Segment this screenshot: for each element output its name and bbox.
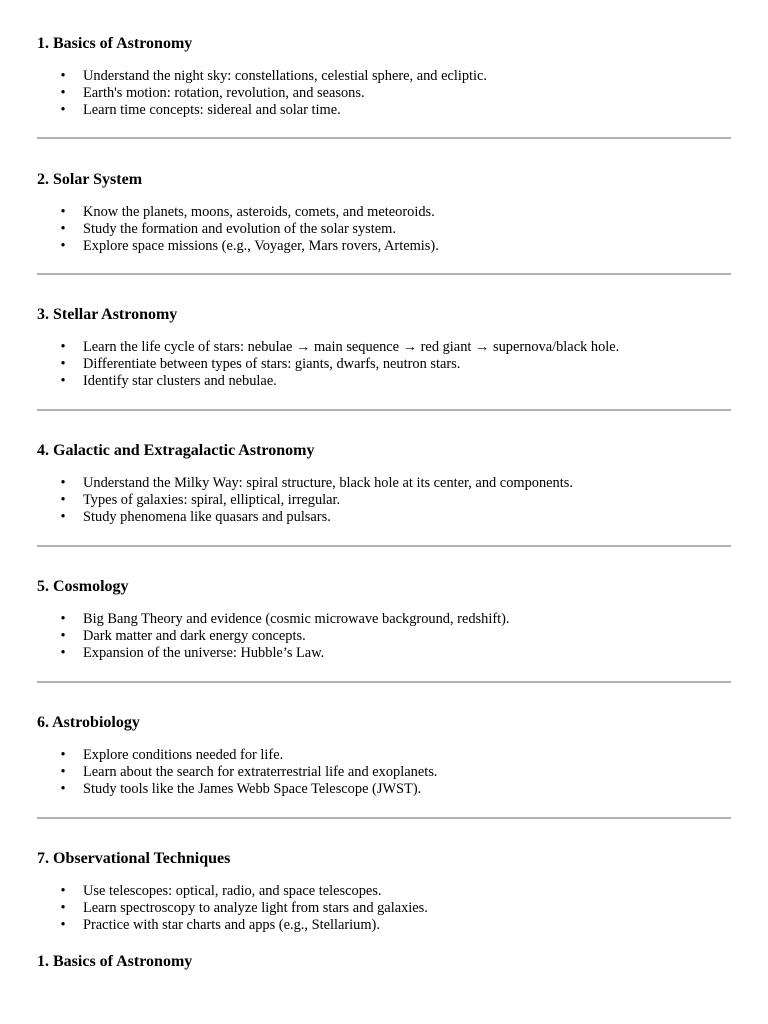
list-item [37, 509, 731, 526]
bullet-list [37, 68, 731, 119]
bullet-icon: • [60, 883, 66, 899]
section-astrobiology [37, 713, 731, 798]
section-heading: 1. Basics of Astronomy [37, 35, 193, 52]
bullet-list [37, 204, 731, 255]
bullet-icon: • [60, 221, 66, 237]
list-item-text: Learn about the search for extraterrestrial life and exoplanets. [83, 764, 438, 780]
bullet-list [37, 747, 731, 798]
list-item [37, 917, 731, 934]
list-item-text: Learn spectroscopy to analyze light from stars and galaxies. [83, 900, 428, 916]
bullet-icon: • [60, 781, 66, 797]
bullet-icon: • [60, 85, 66, 101]
bullet-icon: • [60, 917, 66, 933]
section-heading: 5. Cosmology [37, 578, 129, 595]
bullet-icon: • [60, 204, 66, 220]
list-item-text: Understand the night sky: constellations, celestial sphere, and ecliptic. [83, 68, 488, 84]
list-item-text: Know the planets, moons, asteroids, comets, and meteoroids. [83, 204, 435, 220]
bullet-icon: • [60, 764, 66, 780]
bullet-list [37, 611, 731, 662]
section-divider [37, 273, 731, 275]
list-item [37, 68, 731, 85]
list-item-text: Big Bang Theory and evidence (cosmic microwave background, redshift). [83, 611, 510, 627]
list-item [37, 85, 731, 102]
section-galactic-astronomy [37, 441, 731, 526]
list-item [37, 356, 731, 373]
section-divider [37, 545, 731, 547]
section-heading: 2. Solar System [37, 171, 143, 188]
list-item [37, 764, 731, 781]
list-item [37, 883, 731, 900]
list-item [37, 339, 731, 356]
section-divider [37, 409, 731, 411]
bullet-icon: • [60, 900, 66, 916]
section-observational-techniques [37, 849, 731, 934]
list-item-text: Learn the life cycle of stars: nebulae → main sequence → red giant → supernova/black hole. [83, 339, 620, 355]
list-item-text: Types of galaxies: spiral, elliptical, irregular. [83, 492, 341, 508]
bullet-icon: • [60, 747, 66, 763]
list-item-text: Explore conditions needed for life. [83, 747, 284, 763]
list-item [37, 204, 731, 221]
list-item-text: Differentiate between types of stars: giants, dwarfs, neutron stars. [83, 356, 461, 372]
list-item [37, 492, 731, 509]
bullet-icon: • [60, 356, 66, 372]
section-basics-of-astronomy-repeat [37, 952, 731, 972]
bullet-icon: • [60, 492, 66, 508]
list-item [37, 475, 731, 492]
bullet-list [37, 883, 731, 934]
section-divider [37, 817, 731, 819]
list-item-text: Study the formation and evolution of the solar system. [83, 221, 396, 237]
list-item [37, 238, 731, 255]
section-heading: 3. Stellar Astronomy [37, 306, 178, 323]
bullet-icon: • [60, 373, 66, 389]
list-item-text: Study phenomena like quasars and pulsars. [83, 509, 331, 525]
bullet-icon: • [60, 628, 66, 644]
bullet-icon: • [60, 509, 66, 525]
list-item [37, 747, 731, 764]
list-item-text: Study tools like the James Webb Space Telescope (JWST). [83, 781, 422, 797]
section-heading: 6. Astrobiology [37, 714, 140, 731]
list-item [37, 645, 731, 662]
bullet-icon: • [60, 102, 66, 118]
list-item [37, 900, 731, 917]
section-heading: 1. Basics of Astronomy [37, 953, 193, 970]
bullet-icon: • [60, 475, 66, 491]
section-divider [37, 681, 731, 683]
bullet-list [37, 475, 731, 526]
list-item-text: Use telescopes: optical, radio, and space telescopes. [83, 883, 382, 899]
bullet-icon: • [60, 645, 66, 661]
list-item [37, 373, 731, 390]
list-item-text: Identify star clusters and nebulae. [83, 373, 277, 389]
bullet-icon: • [60, 68, 66, 84]
list-item-text: Learn time concepts: sidereal and solar time. [83, 102, 341, 118]
section-divider [37, 137, 731, 139]
section-heading: 7. Observational Techniques [37, 850, 231, 867]
bullet-icon: • [60, 611, 66, 627]
list-item [37, 102, 731, 119]
bullet-icon: • [60, 339, 66, 355]
list-item-text: Expansion of the universe: Hubble’s Law. [83, 645, 325, 661]
section-solar-system [37, 170, 731, 255]
list-item-text: Explore space missions (e.g., Voyager, Mars rovers, Artemis). [83, 238, 439, 254]
section-stellar-astronomy [37, 305, 731, 390]
list-item-text: Earth's motion: rotation, revolution, and seasons. [83, 85, 365, 101]
section-heading: 4. Galactic and Extragalactic Astronomy [37, 442, 315, 459]
list-item-text: Practice with star charts and apps (e.g., Stellarium). [83, 917, 380, 933]
bullet-list [37, 339, 731, 390]
section-cosmology [37, 577, 731, 662]
list-item [37, 628, 731, 645]
list-item [37, 221, 731, 238]
section-basics-of-astronomy [37, 34, 731, 119]
list-item [37, 781, 731, 798]
bullet-icon: • [60, 238, 66, 254]
list-item-text: Dark matter and dark energy concepts. [83, 628, 306, 644]
list-item-text: Understand the Milky Way: spiral structure, black hole at its center, and components. [83, 475, 573, 491]
list-item [37, 611, 731, 628]
